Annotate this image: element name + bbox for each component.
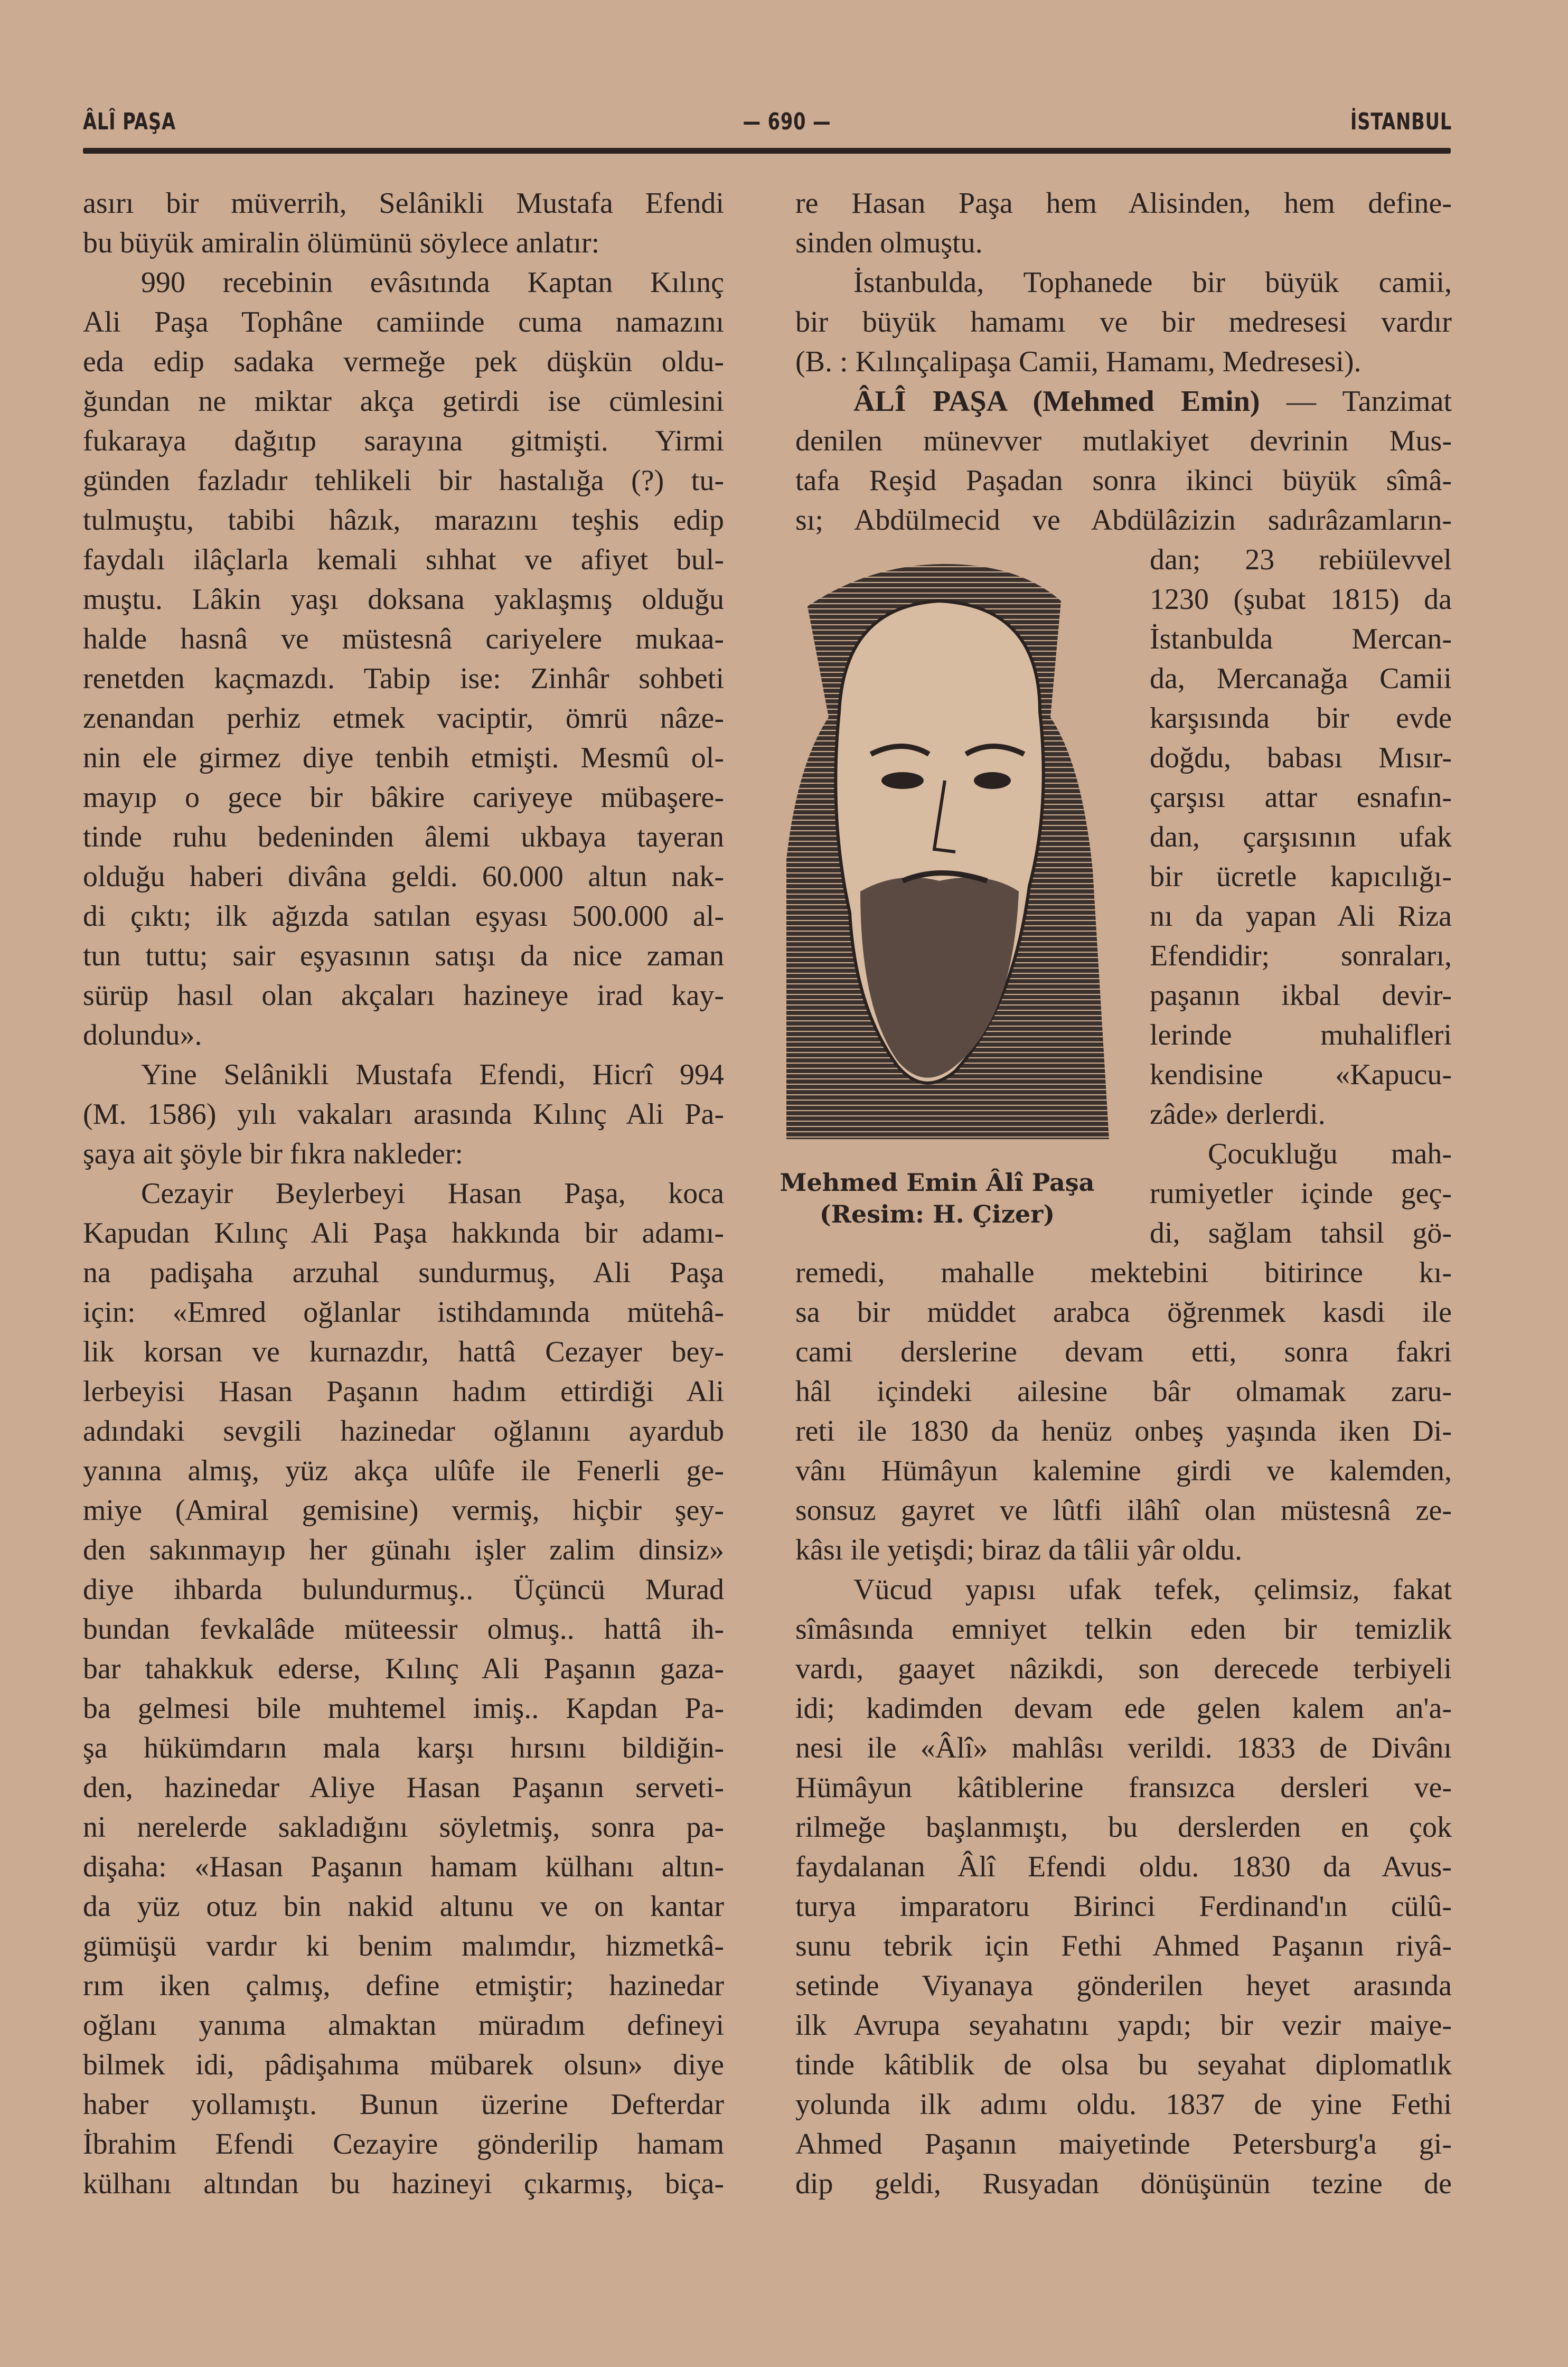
text-line: tulmuştu, tabibi hâzık, marazını teşhis edip (83, 504, 724, 537)
text-line: tinde ruhu bedeninden âlemi ukbaya tayeran (83, 821, 724, 853)
text-line: reti ile 1830 da henüz onbeş yaşında iken Di- (795, 1415, 1452, 1448)
text-line: dolundu». (83, 1019, 202, 1051)
text-line: Kapudan Kılınç Ali Paşa hakkında bir adamı- (83, 1217, 724, 1250)
text-line: dip geldi, Rusyadan dönüşünün tezine de (795, 2167, 1452, 2200)
text-line: ba gelmesi bile muhtemel imiş.. Kapdan Pa- (83, 1692, 724, 1725)
text-line: gümüşü vardır ki benim malımdır, hizmetkâ- (83, 1930, 724, 1962)
text-line: kendisine «Kapucu- (1150, 1058, 1452, 1091)
text-line: na padişaha arzuhal sundurmuş, Ali Paşa (83, 1256, 724, 1289)
figure-credit: (Resim: H. Çizer) (819, 1200, 1055, 1228)
text-line: doğdu, babası Mısır- (1150, 741, 1452, 774)
text-line: turya imparatoru Birinci Ferdinand'ın cülû- (795, 1890, 1452, 1923)
text-line: çarşısı attar esnafın- (1150, 781, 1452, 814)
text-line: cami derslerine devam etti, sonra fakri (795, 1336, 1452, 1368)
text-line: günden fazladır tehlikeli bir hastalığa (?) tu- (83, 464, 724, 497)
text-line: bilmek idi, pâdişahıma mübarek olsun» diye (83, 2049, 724, 2081)
text-line-content: — Tanzimat (1287, 385, 1452, 418)
text-line: bu büyük amiralin ölümünü söylece anlatır: (83, 227, 600, 259)
text-line: paşanın ikbal devir- (1150, 979, 1452, 1012)
text-line: sonsuz gayret ve lûtfi ilâhî olan müstesnâ ze- (795, 1494, 1452, 1527)
text-line: asırı bir müverrih, Selânikli Mustafa Efendi (83, 187, 724, 220)
running-head-section: İSTANBUL (1350, 108, 1452, 135)
text-line: İstanbulda Mercan- (1150, 623, 1452, 655)
text-line: ğundan ne miktar akça getirdi ise cümlesini (83, 385, 724, 418)
text-line: 1230 (şubat 1815) da (1150, 583, 1452, 616)
text-line: zenandan perhiz etmek vaciptir, ömrü nâze- (83, 702, 724, 735)
text-line: için: «Emred oğlanlar istihdamında mütehâ- (83, 1296, 724, 1329)
text-line: sinden olmuştu. (795, 227, 983, 259)
text-line (795, 382, 1452, 421)
text-line: nin ele girmez diye tenbih etmişti. Mesmû ol- (83, 741, 724, 774)
text-line: yanına almış, yüz akça ulûfe ile Fenerli ge- (83, 1454, 724, 1487)
text-line: da, Mercanağa Camii (1150, 662, 1452, 695)
text-line: Cezayir Beylerbeyi Hasan Paşa, koca (141, 1177, 724, 1210)
text-line: eda edip sadaka vermeğe pek düşkün oldu- (83, 345, 724, 378)
text-line: İbrahim Efendi Cezayire gönderilip hamam (83, 2128, 724, 2161)
text-line: Vücud yapısı ufak tefek, çelimsiz, fakat (853, 1573, 1452, 1606)
text-line: lerbeyisi Hasan Paşanın hadım ettirdiği Ali (83, 1375, 724, 1408)
text-line: setinde Viyanaya gönderilen heyet arasında (795, 1969, 1452, 2002)
text-line: bar tahakkuk ederse, Kılınç Ali Paşanın gaza- (83, 1652, 724, 1685)
text-line: olduğu haberi divâna geldi. 60.000 altun nak- (83, 860, 724, 893)
text-line: bir ücretle kapıcılığı- (1150, 860, 1452, 893)
text-line: şaya ait şöyle bir fıkra nakleder: (83, 1138, 463, 1170)
text-line: Çocukluğu mah- (1208, 1138, 1452, 1170)
text-line: adındaki sevgili hazinedar oğlanını ayardub (83, 1415, 724, 1448)
figure-caption: Mehmed Emin Âlî Paşa (780, 1168, 1095, 1197)
text-line: haber yollamıştı. Bunun üzerine Defterdar (83, 2088, 724, 2121)
text-line: lerinde muhalifleri (1150, 1019, 1452, 1051)
text-line: vardı, gaayet nâzikdi, son derecede terbiyeli (795, 1652, 1452, 1685)
text-line: dan, çarşısının ufak (1150, 821, 1452, 853)
text-line: Ahmed Paşanın maiyetinde Petersburg'a gi- (795, 2128, 1452, 2161)
text-line: bir büyük hamamı ve bir medresesi vardır (795, 306, 1452, 339)
text-line: kâsı ile yetişdi; biraz da tâlii yâr oldu. (795, 1534, 1242, 1566)
portrait-image (765, 543, 1109, 1139)
running-head-title: ÂLÎ PAŞA (83, 108, 176, 135)
text-line: Yine Selânikli Mustafa Efendi, Hicrî 994 (141, 1058, 724, 1091)
text-line: nı da yapan Ali Riza (1150, 900, 1452, 933)
text-line: sîmâsında emniyet telkin eden bir temizlik (795, 1613, 1452, 1646)
text-line: Hümâyun kâtiblerine fransızca dersleri ve- (795, 1771, 1452, 1804)
text-line: Efendidir; sonraları, (1150, 940, 1452, 972)
text-line: dişaha: «Hasan Paşanın hamam külhanı altın- (83, 1851, 724, 1883)
text-line: denilen münevver mutlakiyet devrinin Mus- (795, 425, 1452, 457)
text-line: di, sağlam tahsil gö- (1150, 1217, 1452, 1250)
text-line: fukaraya dağıtıp sarayına gitmişti. Yirmi (83, 425, 724, 457)
text-line: 990 recebinin evâsıtında Kaptan Kılınç (141, 266, 724, 299)
text-line: (B. : Kılınçalipaşa Camii, Hamamı, Medresesi). (795, 345, 1362, 378)
text-line: tafa Reşid Paşadan sonra ikinci büyük sîmâ- (795, 464, 1452, 497)
text-line: nesi ile «Âlî» mahlâsı verildi. 1833 de Divânı (795, 1732, 1452, 1764)
text-line: lik korsan ve kurnazdır, hattâ Cezayer bey- (83, 1336, 724, 1368)
text-line: re Hasan Paşa hem Alisinden, hem define- (795, 187, 1452, 220)
text-line: (M. 1586) yılı vakaları arasında Kılınç Ali Pa- (83, 1098, 724, 1131)
text-line: mayıp o gece bir bâkire cariyeye mübaşere- (83, 781, 724, 814)
entry-heading: ÂLÎ PAŞA (Mehmed Emin) (853, 385, 1260, 418)
text-line: muştu. Lâkin yaşı doksana yaklaşmış olduğu (83, 583, 724, 616)
text-line: tun tuttu; sair eşyasının satışı da nice zaman (83, 940, 724, 972)
text-line: den, hazinedar Aliye Hasan Paşanın serveti- (83, 1771, 724, 1804)
text-line: zâde» derlerdi. (1150, 1098, 1326, 1131)
text-line: da yüz otuz bin nakid altunu ve on kantar (83, 1890, 724, 1923)
header-rule (83, 148, 1451, 154)
text-line: idi; kadimden devam ede gelen kalem an'a- (795, 1692, 1452, 1725)
text-line: diye ihbarda bulundurmuş.. Üçüncü Murad (83, 1573, 724, 1606)
text-line: ilk Avrupa seyahatını yapdı; bir vezir maiye- (795, 2009, 1452, 2042)
text-line: şa hükümdarın mala karşı hırsını bildiğin- (83, 1732, 724, 1764)
text-line: yolunda ilk adımı oldu. 1837 de yine Fethi (795, 2088, 1452, 2121)
text-line: sa bir müddet arabca öğrenmek kasdi ile (795, 1296, 1452, 1329)
text-line: faydalı ilâçlarla kemali sıhhat ve afiyet bul- (83, 543, 724, 576)
left-column (83, 184, 724, 2204)
text-line: di çıktı; ilk ağızda satılan eşyası 500.000 al- (83, 900, 724, 933)
text-line: rım iken çalmış, define etmiştir; hazinedar (83, 1969, 724, 2002)
page-number: — 690 — (743, 108, 831, 135)
text-line: faydalanan Âlî Efendi oldu. 1830 da Avus- (795, 1851, 1452, 1883)
text-line: sürüp hasıl olan akçaları hazineye irad kay- (83, 979, 724, 1012)
text-line: den sakınmayıp her günahı işler zalim dinsiz» (83, 1534, 724, 1566)
text-line: İstanbulda, Tophanede bir büyük camii, (853, 266, 1452, 299)
text-line: miye (Amiral gemisine) vermiş, hiçbir şey- (83, 1494, 724, 1527)
text-line: rilmeğe başlanmıştı, bu derslerden en çok (795, 1811, 1452, 1844)
text-line: renetden kaçmazdı. Tabip ise: Zinhâr sohbeti (83, 662, 724, 695)
text-line: sı; Abdülmecid ve Abdülâzizin sadırâzamların- (795, 504, 1452, 537)
text-line: külhanı altından bu hazineyi çıkarmış, biça- (83, 2167, 724, 2200)
text-line: oğlanı yanıma almaktan müradım defineyi (83, 2009, 724, 2042)
text-line: bundan fevkalâde müteessir olmuş.. hattâ ih- (83, 1613, 724, 1646)
text-line: halde hasnâ ve müstesnâ cariyelere mukaa- (83, 623, 724, 655)
text-line: remedi, mahalle mektebini bitirince kı- (795, 1256, 1452, 1289)
text-line: sunu tebrik için Fethi Ahmed Paşanın riyâ- (795, 1930, 1452, 1962)
text-line: karşısında bir evde (1150, 702, 1452, 735)
text-line: ni nerelerde sakladığını söyletmiş, sonra pa- (83, 1811, 724, 1844)
text-line: Ali Paşa Tophâne camiinde cuma namazını (83, 306, 724, 339)
text-line: tinde kâtiblik de olsa bu seyahat diplomatlık (795, 2049, 1452, 2081)
text-line: dan; 23 rebiülevvel (1150, 543, 1452, 576)
text-line: rumiyetler içinde geç- (1150, 1177, 1452, 1210)
text-line: hâl içindeki ailesine bâr olmamak zaru- (795, 1375, 1452, 1408)
text-line: vânı Hümâyun kalemine girdi ve kalemden, (795, 1454, 1452, 1487)
